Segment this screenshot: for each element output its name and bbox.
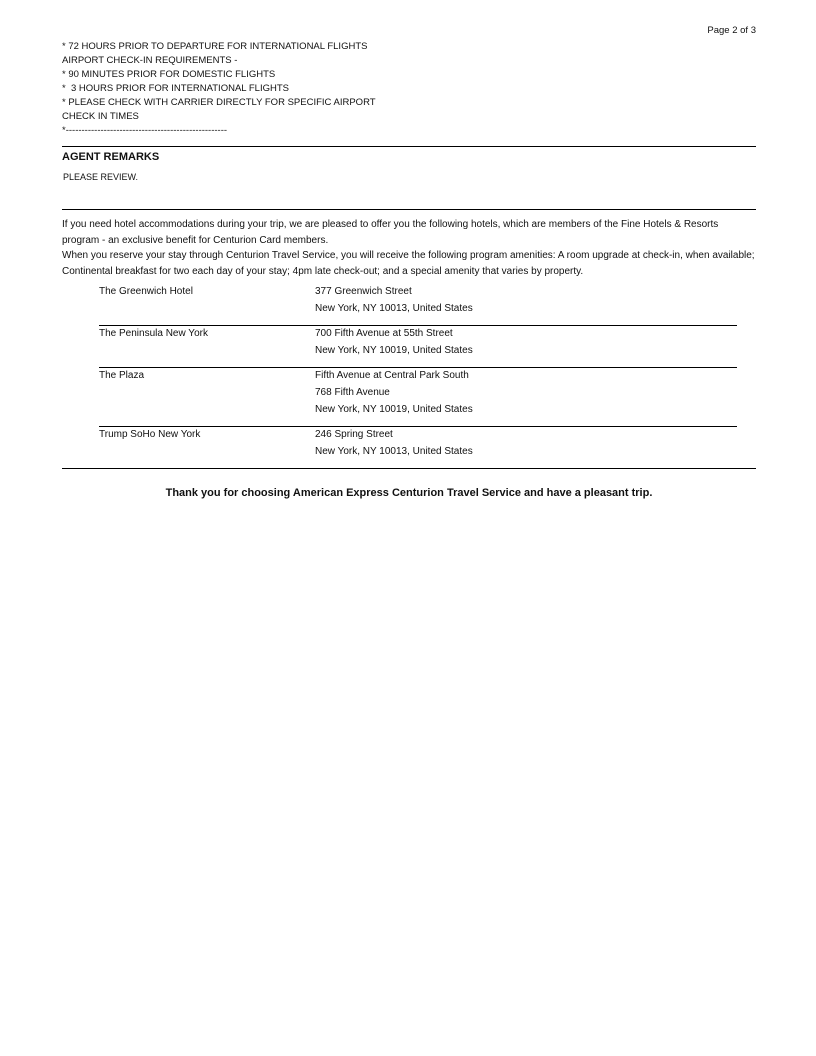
agent-remarks-title: AGENT REMARKS xyxy=(62,151,160,163)
hotel-intro-paragraph: If you need hotel accommodations during your trip, we are pleased to offer you the following hotels, which are members of the Fine Hotels & Resorts program - an exclusive benefit for Centurion Card members. xyxy=(62,219,719,246)
hotel-address xyxy=(315,368,737,421)
checkin-note-line: CHECK IN TIMES xyxy=(62,111,139,122)
hotel-row xyxy=(99,368,737,427)
checkin-note-line: * 3 HOURS PRIOR FOR INTERNATIONAL FLIGHTS xyxy=(62,83,289,94)
checkin-note-line: AIRPORT CHECK-IN REQUIREMENTS - xyxy=(62,55,238,66)
hotel-row xyxy=(99,284,737,326)
address-line: Fifth Avenue at Central Park South xyxy=(315,370,469,381)
address-line: 768 Fifth Avenue xyxy=(315,387,390,398)
address-line: New York, NY 10019, United States xyxy=(315,404,473,415)
section-divider xyxy=(62,146,756,147)
address-line: New York, NY 10013, United States xyxy=(315,446,473,457)
agent-remarks-body: PLEASE REVIEW. xyxy=(63,172,139,182)
hotel-intro-paragraph: When you reserve your stay through Centurion Travel Service, you will receive the following program amenities: A room upgrade at check-in, when available; Continental breakfast for two each day of your stay; 4pm late check-out; and a special amenity that varies by property. xyxy=(62,250,755,277)
address-line: 377 Greenwich Street xyxy=(315,286,412,297)
hotel-address xyxy=(315,427,756,463)
hotel-name: The Peninsula New York xyxy=(99,328,208,339)
address-line: New York, NY 10019, United States xyxy=(315,345,473,356)
hotel-name: The Greenwich Hotel xyxy=(99,286,193,297)
checkin-requirements xyxy=(62,40,562,138)
hotel-list xyxy=(62,284,756,469)
checkin-note-line: * 90 MINUTES PRIOR FOR DOMESTIC FLIGHTS xyxy=(62,69,276,80)
address-line: 700 Fifth Avenue at 55th Street xyxy=(315,328,453,339)
checkin-note-line: *--------------------------------------------------- xyxy=(62,125,228,136)
hotel-row xyxy=(62,427,756,469)
hotel-name: Trump SoHo New York xyxy=(99,429,201,440)
hotel-row xyxy=(99,326,737,368)
hotel-name: The Plaza xyxy=(99,370,145,381)
address-line: 246 Spring Street xyxy=(315,429,393,440)
hotel-address xyxy=(315,326,737,362)
address-line: New York, NY 10013, United States xyxy=(315,303,473,314)
closing-message: Thank you for choosing American Express Centurion Travel Service and have a pleasant trip. xyxy=(165,487,653,499)
page-number: Page 2 of 3 xyxy=(707,25,756,36)
checkin-note-line: * PLEASE CHECK WITH CARRIER DIRECTLY FOR SPECIFIC AIRPORT xyxy=(62,97,376,108)
section-divider xyxy=(62,209,756,210)
checkin-note-line: * 72 HOURS PRIOR TO DEPARTURE FOR INTERNATIONAL FLIGHTS xyxy=(62,41,368,52)
hotel-intro xyxy=(62,217,756,279)
hotel-address xyxy=(315,284,737,320)
